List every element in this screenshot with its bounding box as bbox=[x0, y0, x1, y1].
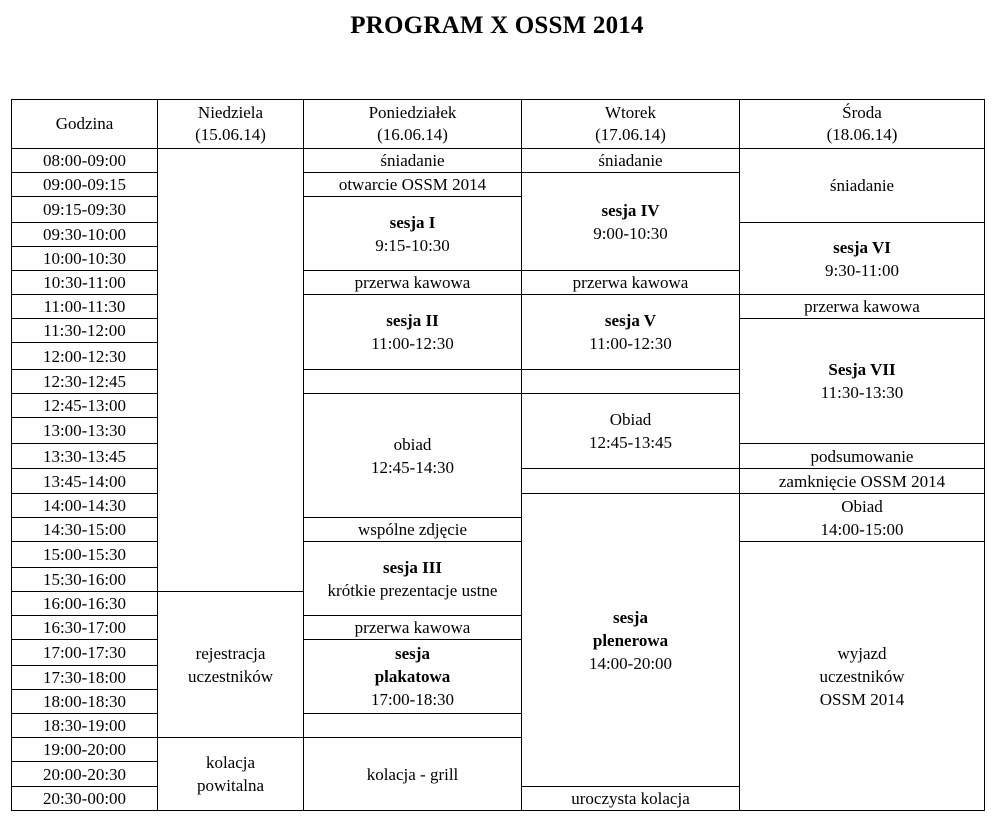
monday-coffee-break-2: przerwa kawowa bbox=[304, 616, 522, 640]
wednesday-closing: zamknięcie OSSM 2014 bbox=[740, 469, 985, 494]
tuesday-empty-slot bbox=[522, 469, 740, 494]
wednesday-session6: sesja VI 9:30-11:00 bbox=[740, 223, 985, 295]
sunday-empty bbox=[158, 149, 304, 592]
page-title: PROGRAM X OSSM 2014 bbox=[350, 12, 644, 39]
tuesday-session5: sesja V 11:00-12:30 bbox=[522, 295, 740, 370]
time-slot: 17:30-18:00 bbox=[12, 666, 158, 690]
monday-grill-dinner: kolacja - grill bbox=[304, 738, 522, 811]
sunday-welcome-dinner: kolacja powitalna bbox=[158, 738, 304, 811]
tuesday-gala-dinner: uroczysta kolacja bbox=[522, 787, 740, 811]
header-day-wednesday: Środa (18.06.14) bbox=[740, 100, 985, 149]
wednesday-breakfast: śniadanie bbox=[740, 149, 985, 223]
time-slot: 09:15-09:30 bbox=[12, 197, 158, 223]
time-slot: 12:00-12:30 bbox=[12, 343, 158, 370]
tuesday-breakfast: śniadanie bbox=[522, 149, 740, 173]
monday-session3: sesja III krótkie prezentacje ustne bbox=[304, 542, 522, 616]
tuesday-coffee-break: przerwa kawowa bbox=[522, 271, 740, 295]
header-day-tuesday: Wtorek (17.06.14) bbox=[522, 100, 740, 149]
tuesday-empty-slot bbox=[522, 370, 740, 394]
sunday-registration: rejestracja uczestników bbox=[158, 592, 304, 738]
monday-lunch: obiad 12:45-14:30 bbox=[304, 394, 522, 518]
monday-coffee-break: przerwa kawowa bbox=[304, 271, 522, 295]
monday-empty-slot bbox=[304, 370, 522, 394]
schedule-table bbox=[11, 99, 985, 811]
monday-opening: otwarcie OSSM 2014 bbox=[304, 173, 522, 197]
monday-session2: sesja II 11:00-12:30 bbox=[304, 295, 522, 370]
time-slot: 13:45-14:00 bbox=[12, 469, 158, 494]
wednesday-coffee-break: przerwa kawowa bbox=[740, 295, 985, 319]
time-slot: 10:00-10:30 bbox=[12, 247, 158, 271]
monday-empty-slot bbox=[304, 714, 522, 738]
monday-poster-session: sesja plakatowa 17:00-18:30 bbox=[304, 640, 522, 714]
time-slot: 13:30-13:45 bbox=[12, 444, 158, 469]
header-day-sunday: Niedziela (15.06.14) bbox=[158, 100, 304, 149]
time-slot: 15:00-15:30 bbox=[12, 542, 158, 568]
header-day-monday: Poniedziałek (16.06.14) bbox=[304, 100, 522, 149]
time-slot: 13:00-13:30 bbox=[12, 418, 158, 444]
time-slot: 14:00-14:30 bbox=[12, 494, 158, 518]
time-slot: 20:30-00:00 bbox=[12, 787, 158, 811]
tuesday-outdoor-session: sesja plenerowa 14:00-20:00 bbox=[522, 494, 740, 787]
wednesday-lunch: Obiad 14:00-15:00 bbox=[740, 494, 985, 542]
wednesday-summary: podsumowanie bbox=[740, 444, 985, 469]
time-slot: 18:30-19:00 bbox=[12, 714, 158, 738]
time-slot: 17:00-17:30 bbox=[12, 640, 158, 666]
time-slot: 09:30-10:00 bbox=[12, 223, 158, 247]
time-slot: 16:30-17:00 bbox=[12, 616, 158, 640]
time-slot: 09:00-09:15 bbox=[12, 173, 158, 197]
monday-session1: sesja I 9:15-10:30 bbox=[304, 197, 522, 271]
time-slot: 12:45-13:00 bbox=[12, 394, 158, 418]
wednesday-session7: Sesja VII 11:30-13:30 bbox=[740, 319, 985, 444]
tuesday-session4: sesja IV 9:00-10:30 bbox=[522, 173, 740, 271]
time-slot: 20:00-20:30 bbox=[12, 762, 158, 787]
time-slot: 08:00-09:00 bbox=[12, 149, 158, 173]
time-slot: 10:30-11:00 bbox=[12, 271, 158, 295]
tuesday-lunch: Obiad 12:45-13:45 bbox=[522, 394, 740, 469]
time-slot: 11:00-11:30 bbox=[12, 295, 158, 319]
time-slot: 16:00-16:30 bbox=[12, 592, 158, 616]
time-slot: 18:00-18:30 bbox=[12, 690, 158, 714]
time-slot: 11:30-12:00 bbox=[12, 319, 158, 343]
header-hour: Godzina bbox=[12, 100, 158, 149]
time-slot: 12:30-12:45 bbox=[12, 370, 158, 394]
time-slot: 19:00-20:00 bbox=[12, 738, 158, 762]
monday-group-photo: wspólne zdjęcie bbox=[304, 518, 522, 542]
monday-breakfast: śniadanie bbox=[304, 149, 522, 173]
time-slot: 15:30-16:00 bbox=[12, 568, 158, 592]
wednesday-departure: wyjazd uczestników OSSM 2014 bbox=[740, 542, 985, 811]
time-slot: 14:30-15:00 bbox=[12, 518, 158, 542]
